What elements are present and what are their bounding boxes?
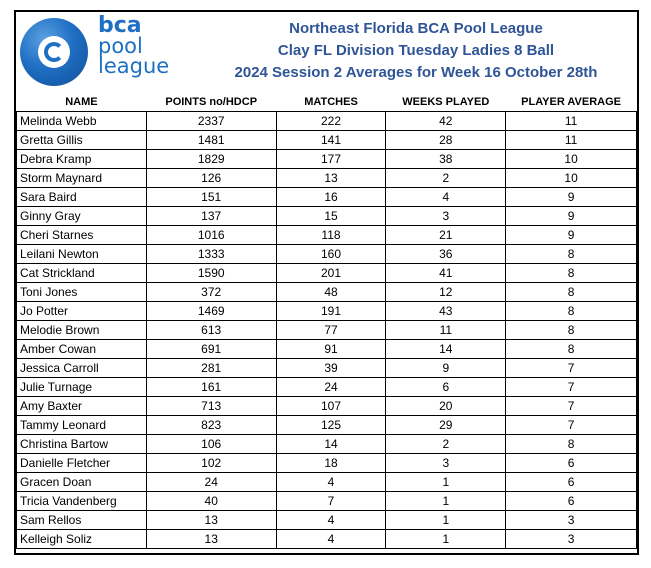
cell-average: 9 <box>506 188 637 207</box>
cell-matches: 4 <box>276 511 386 530</box>
logo-line-1: bca <box>98 13 142 38</box>
cell-name: Sara Baird <box>17 188 147 207</box>
cell-average: 8 <box>506 435 637 454</box>
cell-name: Jo Potter <box>17 302 147 321</box>
column-header-name: NAME <box>65 95 98 108</box>
cell-matches: 4 <box>276 530 386 549</box>
cell-name: Cheri Starnes <box>17 226 147 245</box>
table-row <box>17 416 637 435</box>
table-header-row <box>17 92 637 112</box>
cell-matches: 191 <box>276 302 386 321</box>
table-row <box>17 340 637 359</box>
cell-points: 106 <box>146 435 276 454</box>
cell-matches: 15 <box>276 207 386 226</box>
cell-matches: 39 <box>276 359 386 378</box>
cell-average: 3 <box>506 530 637 549</box>
table-row <box>17 264 637 283</box>
cell-average: 7 <box>506 416 637 435</box>
table-row <box>17 188 637 207</box>
cell-average: 11 <box>506 112 637 131</box>
cell-name: Amber Cowan <box>17 340 147 359</box>
column-header-matches: MATCHES <box>304 95 358 108</box>
column-header-points: POINTS no/HDCP <box>165 95 258 108</box>
cell-matches: 118 <box>276 226 386 245</box>
table-row <box>17 169 637 188</box>
cell-points: 137 <box>146 207 276 226</box>
logo-wordmark <box>98 13 170 78</box>
cell-weeks: 42 <box>386 112 506 131</box>
cell-name: Julie Turnage <box>17 378 147 397</box>
cell-points: 691 <box>146 340 276 359</box>
cell-matches: 7 <box>276 492 386 511</box>
cell-points: 1333 <box>146 245 276 264</box>
cell-name: Cat Strickland <box>17 264 147 283</box>
cell-weeks: 3 <box>386 454 506 473</box>
logo-line-3: league <box>98 54 170 78</box>
cell-average: 3 <box>506 511 637 530</box>
cell-points: 161 <box>146 378 276 397</box>
cell-matches: 91 <box>276 340 386 359</box>
cell-points: 40 <box>146 492 276 511</box>
cell-points: 613 <box>146 321 276 340</box>
cell-matches: 48 <box>276 283 386 302</box>
cell-points: 151 <box>146 188 276 207</box>
cell-average: 8 <box>506 302 637 321</box>
column-header-average: PLAYER AVERAGE <box>521 95 622 108</box>
cell-weeks: 4 <box>386 188 506 207</box>
cell-weeks: 2 <box>386 435 506 454</box>
cell-matches: 24 <box>276 378 386 397</box>
cell-weeks: 11 <box>386 321 506 340</box>
cell-points: 24 <box>146 473 276 492</box>
cell-average: 7 <box>506 378 637 397</box>
cell-points: 1016 <box>146 226 276 245</box>
cell-points: 2337 <box>146 112 276 131</box>
bca-pool-league-logo <box>20 13 180 88</box>
cell-name: Amy Baxter <box>17 397 147 416</box>
cell-weeks: 6 <box>386 378 506 397</box>
cell-weeks: 28 <box>386 131 506 150</box>
table-row <box>17 321 637 340</box>
cell-matches: 160 <box>276 245 386 264</box>
cell-matches: 18 <box>276 454 386 473</box>
cell-average: 8 <box>506 264 637 283</box>
table-row <box>17 530 637 549</box>
cell-name: Melodie Brown <box>17 321 147 340</box>
cell-points: 1829 <box>146 150 276 169</box>
cell-average: 11 <box>506 131 637 150</box>
cell-average: 7 <box>506 359 637 378</box>
cell-average: 6 <box>506 473 637 492</box>
cell-matches: 107 <box>276 397 386 416</box>
table-row <box>17 397 637 416</box>
cell-matches: 16 <box>276 188 386 207</box>
cell-name: Leilani Newton <box>17 245 147 264</box>
cell-points: 102 <box>146 454 276 473</box>
cell-average: 8 <box>506 283 637 302</box>
cell-matches: 177 <box>276 150 386 169</box>
cell-name: Toni Jones <box>17 283 147 302</box>
cell-weeks: 41 <box>386 264 506 283</box>
table-row <box>17 226 637 245</box>
table-row <box>17 283 637 302</box>
cell-weeks: 43 <box>386 302 506 321</box>
cell-points: 126 <box>146 169 276 188</box>
cell-weeks: 14 <box>386 340 506 359</box>
cell-weeks: 36 <box>386 245 506 264</box>
table-row <box>17 492 637 511</box>
cell-weeks: 29 <box>386 416 506 435</box>
cell-weeks: 1 <box>386 511 506 530</box>
division-title: Clay FL Division Tuesday Ladies 8 Ball <box>277 42 555 59</box>
cell-points: 713 <box>146 397 276 416</box>
cell-matches: 77 <box>276 321 386 340</box>
table-row <box>17 359 637 378</box>
cell-points: 1481 <box>146 131 276 150</box>
cell-average: 9 <box>506 207 637 226</box>
cell-name: Gracen Doan <box>17 473 147 492</box>
cell-average: 10 <box>506 150 637 169</box>
cell-points: 1590 <box>146 264 276 283</box>
sheet-header <box>16 12 637 92</box>
league-title: Northeast Florida BCA Pool League <box>289 20 543 37</box>
cell-points: 281 <box>146 359 276 378</box>
cell-name: Melinda Webb <box>17 112 147 131</box>
sheet-titles <box>206 18 626 84</box>
cell-name: Tricia Vandenberg <box>17 492 147 511</box>
cell-name: Jessica Carroll <box>17 359 147 378</box>
table-row <box>17 454 637 473</box>
cell-name: Tammy Leonard <box>17 416 147 435</box>
column-header-weeks: WEEKS PLAYED <box>402 95 490 108</box>
cell-weeks: 12 <box>386 283 506 302</box>
cell-points: 823 <box>146 416 276 435</box>
cell-weeks: 38 <box>386 150 506 169</box>
cell-average: 10 <box>506 169 637 188</box>
cell-matches: 125 <box>276 416 386 435</box>
table-body <box>17 112 637 549</box>
table-row <box>17 511 637 530</box>
table-row <box>17 435 637 454</box>
cell-weeks: 1 <box>386 492 506 511</box>
cell-name: Debra Kramp <box>17 150 147 169</box>
cell-matches: 4 <box>276 473 386 492</box>
table-row <box>17 473 637 492</box>
cell-matches: 13 <box>276 169 386 188</box>
table-row <box>17 112 637 131</box>
table-row <box>17 150 637 169</box>
cell-points: 13 <box>146 511 276 530</box>
cell-weeks: 21 <box>386 226 506 245</box>
cell-matches: 222 <box>276 112 386 131</box>
table-row <box>17 131 637 150</box>
cell-weeks: 1 <box>386 530 506 549</box>
logo-line-2: pool <box>98 34 143 58</box>
cell-average: 8 <box>506 340 637 359</box>
cell-average: 6 <box>506 454 637 473</box>
table-row <box>17 207 637 226</box>
session-title: 2024 Session 2 Averages for Week 16 October 28th <box>234 64 598 81</box>
logo-badge-icon <box>20 18 88 86</box>
cell-points: 1469 <box>146 302 276 321</box>
cell-matches: 201 <box>276 264 386 283</box>
averages-table <box>16 92 637 549</box>
cell-weeks: 1 <box>386 473 506 492</box>
cell-points: 13 <box>146 530 276 549</box>
cell-average: 9 <box>506 226 637 245</box>
cell-points: 372 <box>146 283 276 302</box>
cell-average: 7 <box>506 397 637 416</box>
cell-weeks: 9 <box>386 359 506 378</box>
table-row <box>17 245 637 264</box>
cell-weeks: 20 <box>386 397 506 416</box>
cell-name: Sam Rellos <box>17 511 147 530</box>
averages-sheet <box>14 10 639 555</box>
cell-average: 6 <box>506 492 637 511</box>
cell-weeks: 2 <box>386 169 506 188</box>
cell-name: Kelleigh Soliz <box>17 530 147 549</box>
cell-matches: 14 <box>276 435 386 454</box>
cell-weeks: 3 <box>386 207 506 226</box>
cell-average: 8 <box>506 245 637 264</box>
cell-name: Danielle Fletcher <box>17 454 147 473</box>
table-row <box>17 302 637 321</box>
cell-name: Storm Maynard <box>17 169 147 188</box>
cell-name: Ginny Gray <box>17 207 147 226</box>
cell-name: Gretta Gillis <box>17 131 147 150</box>
cell-name: Christina Bartow <box>17 435 147 454</box>
table-row <box>17 378 637 397</box>
cell-average: 8 <box>506 321 637 340</box>
cell-matches: 141 <box>276 131 386 150</box>
